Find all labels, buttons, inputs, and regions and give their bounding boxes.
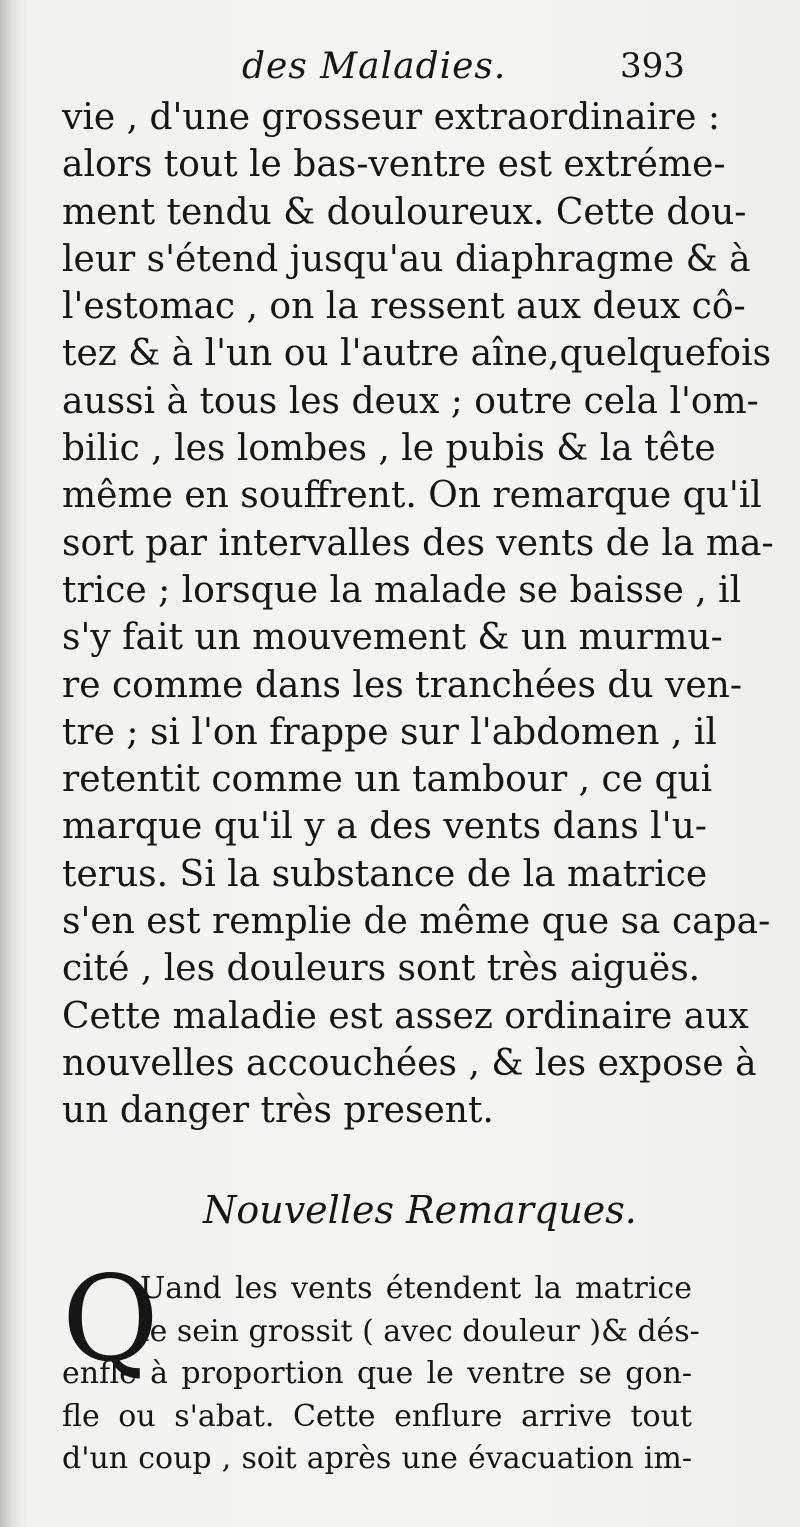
text-line: aussi à tous les deux ; outre cela l'om- [62,380,759,422]
text-line: Uand les vents étendent la matrice [140,1271,692,1306]
text-line: terus. Si la substance de la matrice [62,853,708,895]
text-line: alors tout le bas-ventre est extréme- [62,144,726,186]
text-line: bilic , les lombes , le pubis & la tête [62,428,716,470]
text-line: sort par intervalles des vents de la ma- [62,522,774,564]
text-line: ment tendu & douloureux. Cette dou- [62,191,747,233]
text-line: fle ou s'abat. Cette enflure arrive tout [62,1398,692,1434]
page-number: 393 [620,46,685,86]
text-line: re comme dans les tranchées du ven- [62,664,743,706]
page-header [0,46,800,98]
text-line: Cette maladie est assez ordinaire aux [62,995,749,1037]
text-line: retentit comme un tambour , ce qui [62,759,713,801]
text-line: s'y fait un mouvement & un murmu- [62,617,723,659]
text-line: s'en est remplie de même que sa capa- [62,901,771,943]
running-title: des Maladies. [242,46,507,87]
section-heading: Nouvelles Remarques. [203,1188,637,1232]
text-line: leur s'étend jusqu'au diaphragme & à [62,238,751,280]
text-line: tre ; si l'on frappe sur l'abdomen , il [62,711,717,753]
text-line: nouvelles accouchées , & les expose à [62,1042,757,1084]
text-line: cité , les douleurs sont très aiguës. [62,948,701,990]
page-gutter [0,0,14,1527]
remarks-paragraph [62,1250,700,1481]
text-line: le sein grossit ( avec douleur )& dés- [140,1313,700,1349]
drop-cap-letter: Q [62,1250,159,1388]
text-line: enfle à proportion que le ventre se gon- [62,1356,692,1391]
text-line: d'un coup , soit après une évacuation im- [62,1441,692,1476]
text-line: l'estomac , on la ressent aux deux cô- [62,286,746,328]
text-line: marque qu'il y a des vents dans l'u- [62,806,707,848]
main-paragraph [62,94,774,1135]
text-line-last: un danger très present. [62,1090,494,1132]
text-line: trice ; lorsque la malade se baisse , il [62,569,742,611]
text-line: tez & à l'un ou l'autre aîne,quelquefois [62,333,772,375]
text-line: vie , d'une grosseur extraordinaire : [62,97,721,138]
text-line: même en souffrent. On remarque qu'il [62,475,762,517]
